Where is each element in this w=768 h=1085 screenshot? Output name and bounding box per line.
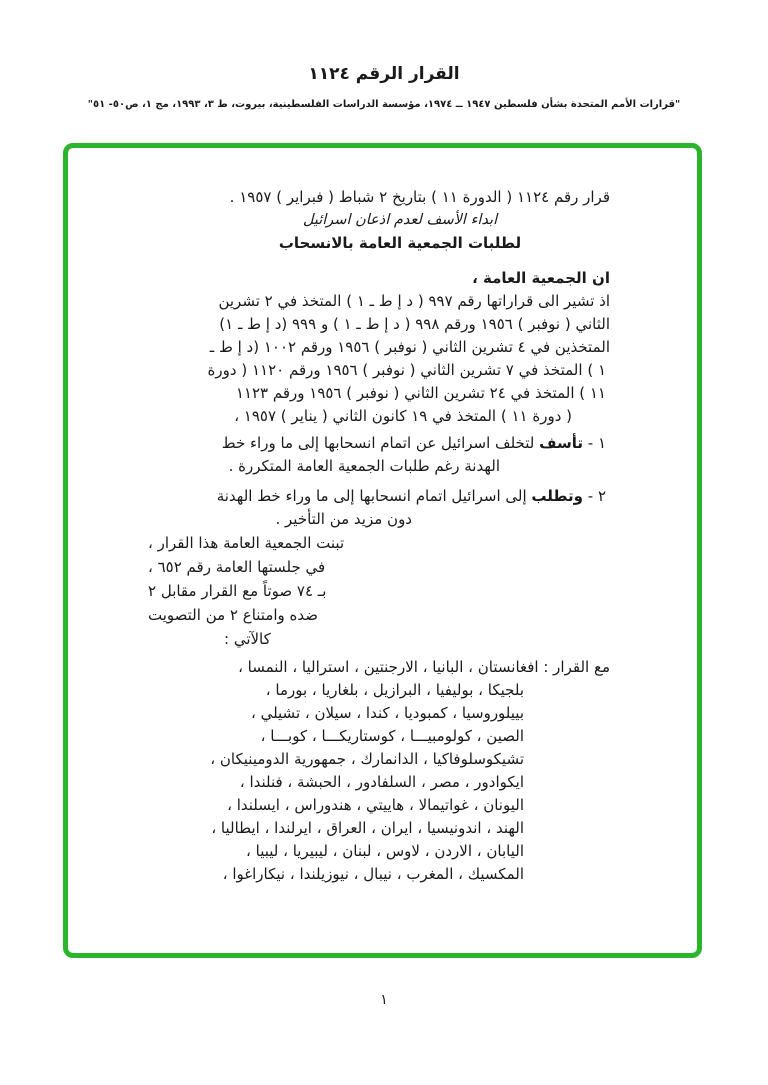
vote-with-line: اليونان ، غواتيمالا ، هاييتي ، هندوراس ، ايسلندا ،	[227, 796, 524, 814]
operative-item-1	[148, 432, 610, 455]
adoption-line: تبنت الجمعية العامة هذا القرار ،	[148, 534, 345, 552]
vote-with-line: الهند ، اندونيسيا ، ايران ، العراق ، ايرلندا ، ايطاليا ،	[211, 819, 524, 837]
resolution-heading-line: قرار رقم ١١٢٤ ( الدورة ١١ ) بتاريخ ٢ شباط ( فبراير ) ١٩٥٧ .	[229, 188, 610, 206]
recall-line: ١١ ) المتخذ في ٢٤ تشرين الثاني ( نوفبر ) ١٩٥٦ ورقم ١١٢٣	[235, 384, 606, 402]
recall-line: المتخذين في ٤ تشرين الثاني ( نوفبر ) ١٩٥٦ ورقم ١٠٠٢ (د إ ط ـ	[209, 338, 610, 356]
document-source-citation: "قرارات الأمم المتحدة بشأن فلسطين ١٩٤٧ ــ ١٩٧٤، مؤسسة الدراسات الفلسطينية، بيروت، ط ٣، ١٩٩٣، مج ١، ص٥٠- ٥١"	[87, 99, 681, 110]
preamble-opening: ان الجمعية العامة ،	[472, 269, 610, 287]
vote-with-line: الصين ، كولومبيـــا ، كوستاريكـــا ، كوبـــا ،	[260, 727, 524, 745]
vote-with-line: مع القرار : افغانستان ، البانيا ، الارجنتين ، استراليا ، النمسا ،	[238, 658, 610, 676]
vote-with-line: تشيكوسلوفاكيا ، الدانمارك ، جمهورية الدومينيكان ،	[210, 750, 524, 768]
adoption-line: ضده وامتناع ٢ من التصويت	[148, 606, 319, 624]
item-text: إلى اسرائيل اتمام انسحابها إلى ما وراء خط الهدنة	[216, 487, 532, 505]
page-number: ١	[380, 992, 388, 1008]
operative-item-2	[148, 485, 610, 508]
vote-with-line: بلجيكا ، بوليفيا ، البرازيل ، بلغاريا ، بورما ،	[265, 681, 524, 699]
item-number: ١ -	[582, 434, 606, 452]
recall-line: ( دورة ١١ ) المتخذ في ١٩ كانون الثاني ( يناير ) ١٩٥٧ ،	[234, 407, 572, 425]
recall-line: الثاني ( نوفبر ) ١٩٥٦ ورقم ٩٩٨ ( د إ ط ـ ١ ) و ٩٩٩ (د إ ط ـ ١)	[219, 315, 610, 333]
recall-line: ١ ) المتخذ في ٧ تشرين الثاني ( نوفبر ) ١٩٥٦ ورقم ١١٢٠ ( دورة	[207, 361, 606, 379]
recall-line: اذ تشير الى قراراتها رقم ٩٩٧ ( د إ ط ـ ١ ) المتخذ في ٢ تشرين	[218, 292, 610, 310]
item-verb: وتطلب	[531, 487, 583, 505]
item-text: لتخلف اسرائيل عن اتمام انسحابها إلى ما وراء خط	[221, 434, 540, 452]
document-title: القرار الرقم ١١٢٤	[308, 64, 460, 84]
vote-with-line: بييلوروسيا ، كمبوديا ، كندا ، سيلان ، تشيلي ،	[250, 704, 524, 722]
adoption-line: كالآتي :	[224, 630, 271, 648]
operative-item-2-continuation: دون مزيد من التأخير .	[275, 510, 412, 528]
vote-with-line: المكسيك ، المغرب ، نيبال ، نيوزيلندا ، نيكاراغوا ،	[222, 865, 524, 883]
item-number: ٢ -	[582, 487, 606, 505]
subject-line-2: لطلبات الجمعية العامة بالانسحاب	[278, 234, 522, 252]
adoption-line: بـ ٧٤ صوتاً مع القرار مقابل ٢	[148, 582, 327, 600]
vote-with-line: ايكوادور ، مصر ، السلفادور ، الحبشة ، فنلندا ،	[239, 773, 524, 791]
item-verb: تأسف	[539, 434, 583, 452]
resolution-body	[148, 186, 610, 886]
operative-item-1-continuation: الهدنة رغم طلبات الجمعية العامة المتكررة .	[228, 457, 500, 475]
vote-with-line: اليابان ، الاردن ، لاوس ، لبنان ، ليبيريا ، ليبيا ،	[246, 842, 524, 860]
subject-line-1: ابداء الأسف لعدم اذعان اسرائيل	[302, 212, 498, 228]
adoption-line: في جلستها العامة رقم ٦٥٢ ،	[148, 558, 326, 576]
